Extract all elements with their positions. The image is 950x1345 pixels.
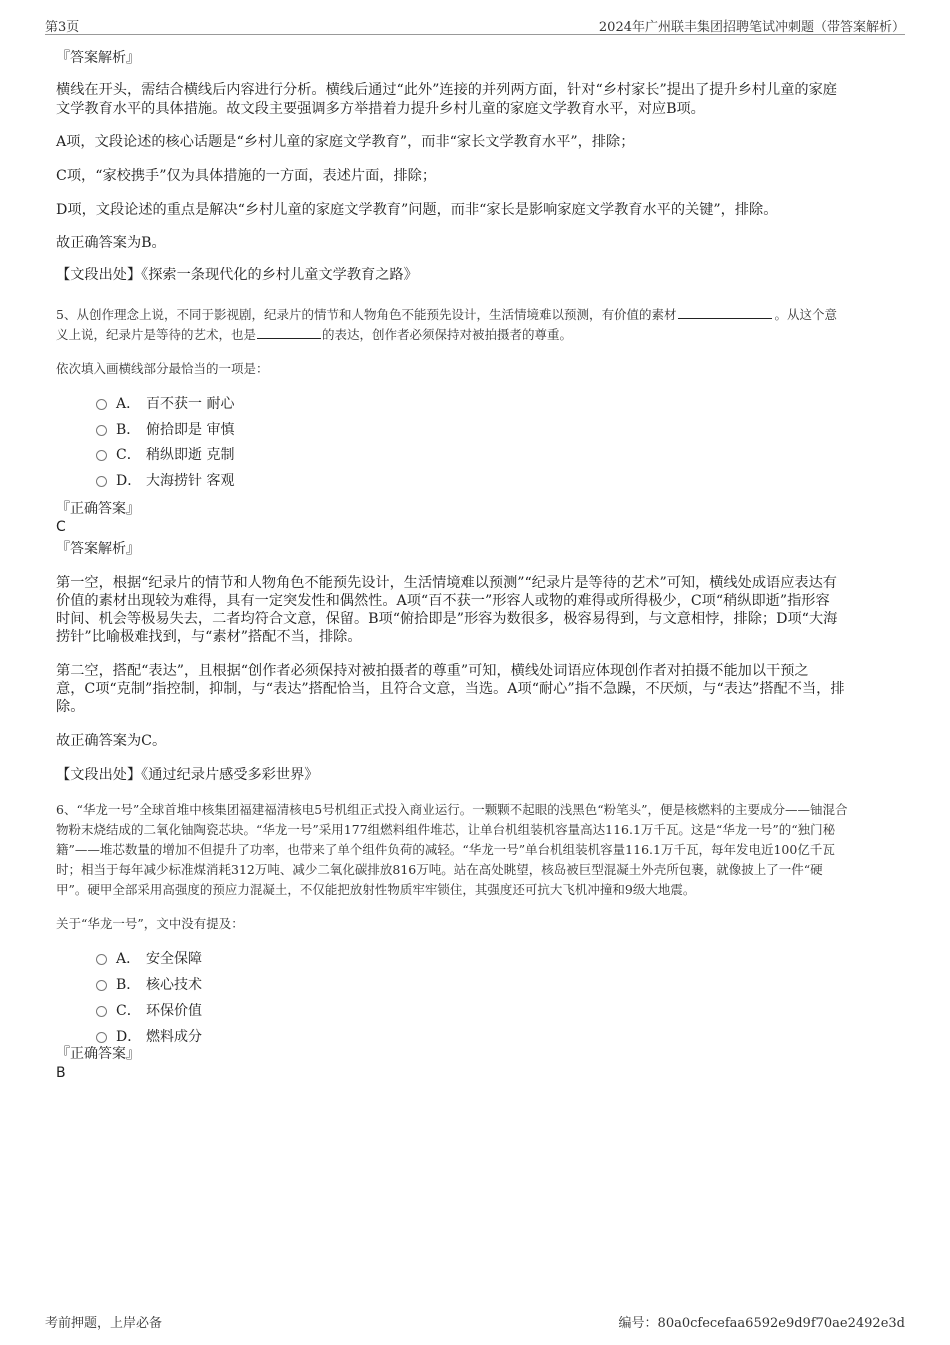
q4-source: 【文段出处】《探索一条现代化的乡村儿童文学教育之路》 [56, 267, 418, 283]
q6-stem-line3: 籍”——堆芯数量的增加不但提升了功率，也带来了单个组件负荷的减轻。“华龙一号”单台机组装机容量116.1万千瓦，每年发电近100亿千瓦 [56, 842, 835, 857]
document-title: 2024年广州联丰集团招聘笔试冲刺题（带答案解析） [598, 20, 905, 35]
q6-stem-line1: 6、“华龙一号”全球首堆中核集团福建福清核电5号机组正式投入商业运行。一颗颗不起眼的浅黑色“粉笔头”，便是核燃料的主要成分——铀混合 [56, 802, 848, 817]
q4-analysis-label: 『答案解析』 [56, 50, 140, 66]
q5-instruction: 依次填入画横线部分最恰当的一项是： [56, 361, 269, 376]
q5-analysis-1-line1: 第一空，根据“纪录片的情节和人物角色不能预先设计，生活情境难以预测”“纪录片是等待的艺术”可知，横线处成语应表达有 [56, 575, 837, 591]
q5-option-b[interactable]: B． 俯拾即是 审慎 [96, 421, 234, 439]
q5-stem-line2: 义上说，纪录片是等待的艺术，也是 的表达，创作者必须保持对被拍摄者的尊重。 [56, 327, 573, 342]
page-number: 第3页 [45, 20, 80, 35]
q6-option-a[interactable]: A． 安全保障 [96, 950, 202, 968]
q5-analysis-1-line2: 价值的素材出现较为难得，具有一定突发性和偶然性。A项“百不获一”形容人或物的难得或所得极少，C项“稍纵即逝”指形容 [56, 593, 830, 609]
footer-slogan: 考前押题，上岸必备 [45, 1316, 163, 1331]
radio-icon[interactable] [96, 1006, 107, 1017]
radio-icon[interactable] [96, 1032, 107, 1043]
q5-analysis-label: 『答案解析』 [56, 541, 140, 557]
q4-analysis-p4: D项，文段论述的重点是解决“乡村儿童的家庭文学教育”问题，而非“家长是影响家庭文学教育水平的关键”，排除。 [56, 202, 778, 218]
radio-icon[interactable] [96, 450, 107, 461]
footer-document-id: 编号：80a0cfecefaa6592e9d9f70ae2492e3d [618, 1316, 905, 1331]
q5-analysis-3: 故正确答案为C。 [56, 733, 167, 749]
q6-option-b[interactable]: B． 核心技术 [96, 976, 202, 994]
q5-analysis-2-line1: 第二空，搭配“表达”，且根据“创作者必须保持对被拍摄者的尊重”可知，横线处词语应体现创作者对拍摄不能加以干预之 [56, 663, 809, 679]
q4-analysis-p3: C项，“家校携手”仅为具体措施的一方面，表述片面，排除； [56, 168, 437, 184]
q5-option-d[interactable]: D． 大海捞针 客观 [96, 472, 234, 490]
page-footer [45, 1312, 905, 1330]
q4-analysis-p1-line1: 横线在开头，需结合横线后内容进行分析。横线后通过“此外”连接的并列两方面，针对“乡村家长”提出了提升乡村儿童的家庭 [56, 82, 837, 98]
q6-correct-label: 『正确答案』 [56, 1046, 140, 1062]
q6-stem-line4: 时；相当于每年减少标准煤消耗312万吨、减少二氧化碳排放816万吨。站在高处眺望，核岛被巨型混凝土外壳所包裹，就像披上了一件“硬 [56, 862, 823, 877]
q5-analysis-1-line4: 捞针”比喻极难找到，与“素材”搭配不当，排除。 [56, 629, 362, 645]
q6-option-d[interactable]: D． 燃料成分 [96, 1028, 202, 1046]
q5-blank-2 [257, 326, 321, 339]
q5-analysis-1-line3: 时间、机会等极易失去，二者均符合文意，保留。B项“俯拾即是”形容为数很多，极容易得到，与文意相悖，排除；D项“大海 [56, 611, 838, 627]
q4-analysis-p1-line2: 文学教育水平的具体措施。故文段主要强调多方举措着力提升乡村儿童的家庭文学教育水平，对应B项。 [56, 101, 705, 117]
q5-correct-answer: C [56, 519, 66, 535]
q5-analysis-2-line2: 意，C项“克制”指控制，抑制，与“表达”搭配恰当，且符合文意，当选。A项“耐心”指不急躁，不厌烦，与“表达”搭配不当，排 [56, 681, 845, 697]
q6-stem-line5: 甲”。硬甲全部采用高强度的预应力混凝土，不仅能把放射性物质牢牢锁住，其强度还可抗大飞机冲撞和9级大地震。 [56, 882, 696, 897]
q5-source: 【文段出处】《通过纪录片感受多彩世界》 [56, 767, 319, 783]
q5-stem-line1: 5、从创作理念上说，不同于影视剧，纪录片的情节和人物角色不能预先设计，生活情境难以预测，有价值的素材 。从这个意 [56, 307, 837, 322]
radio-icon[interactable] [96, 954, 107, 965]
q6-stem-line2: 物粉末烧结成的二氧化铀陶瓷芯块。“华龙一号”采用177组燃料组件堆芯，让单台机组装机容量高达116.1万千瓦。这是“华龙一号”的“独门秘 [56, 822, 836, 837]
q5-correct-label: 『正确答案』 [56, 501, 140, 517]
q4-analysis-p2: A项，文段论述的核心话题是“乡村儿童的家庭文学教育”，而非“家长文学教育水平”，排除； [56, 134, 635, 150]
q6-correct-answer: B [56, 1065, 66, 1081]
radio-icon[interactable] [96, 476, 107, 487]
q5-blank-1 [678, 306, 772, 319]
radio-icon[interactable] [96, 399, 107, 410]
q5-option-a[interactable]: A． 百不获一 耐心 [96, 395, 234, 413]
radio-icon[interactable] [96, 980, 107, 991]
q6-option-c[interactable]: C． 环保价值 [96, 1002, 202, 1020]
radio-icon[interactable] [96, 425, 107, 436]
q5-analysis-2-line3: 除。 [56, 699, 85, 715]
q5-option-c[interactable]: C． 稍纵即逝 克制 [96, 446, 234, 464]
q6-instruction: 关于“华龙一号”，文中没有提及： [56, 916, 244, 931]
q4-analysis-p5: 故正确答案为B。 [56, 235, 166, 251]
